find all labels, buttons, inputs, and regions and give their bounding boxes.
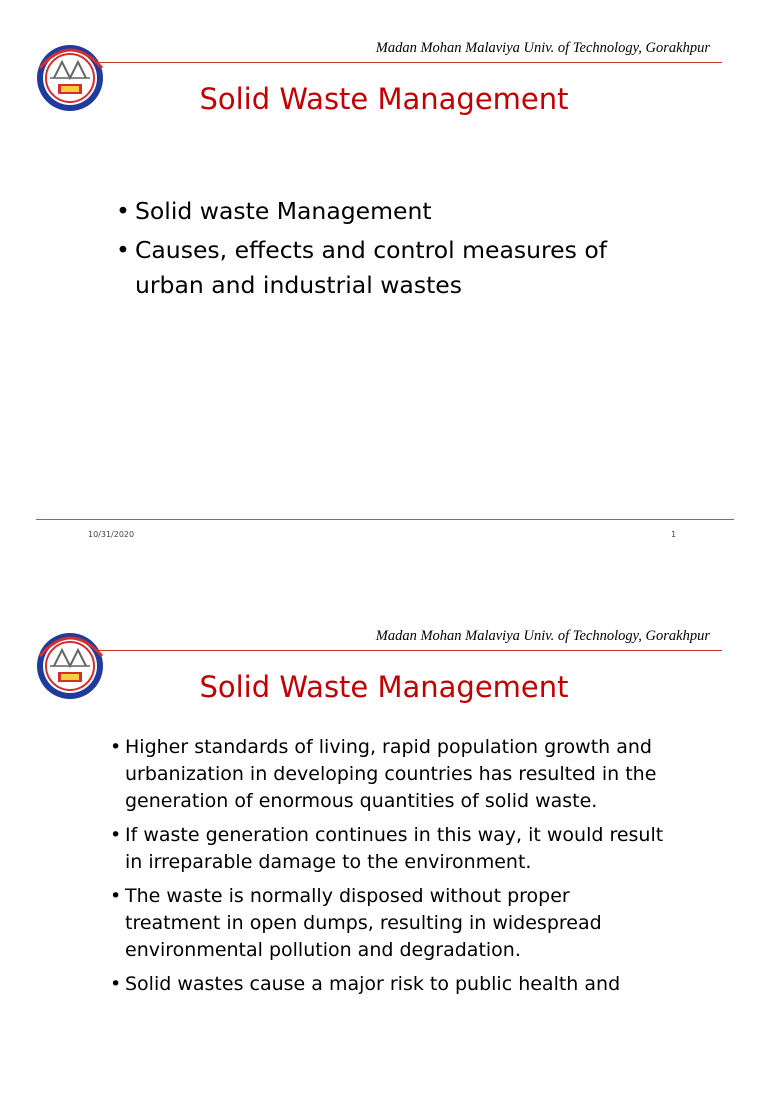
bullet-text: Causes, effects and control measures of urban and industrial wastes [135, 236, 608, 299]
bullet-list [116, 194, 676, 307]
slide-title: Solid Waste Management [199, 82, 569, 116]
bullet-item [116, 233, 676, 303]
slide-2 [0, 588, 768, 1100]
bullet-text: If waste generation continues in this way, it would result in irreparable damage to the environment. [125, 824, 664, 873]
bullet-icon: • [110, 736, 122, 758]
bullet-icon: • [110, 885, 122, 907]
slide-1 [0, 0, 768, 539]
bullet-icon: • [110, 973, 122, 995]
bullet-item [110, 971, 670, 998]
slide-title: Solid Waste Management [199, 670, 569, 704]
bullet-item [110, 822, 670, 876]
bullet-text: The waste is normally disposed without proper treatment in open dumps, resulting in widespread environmental pollution and degradation. [125, 885, 602, 961]
bullet-icon: • [116, 197, 130, 225]
footer-date: 10/31/2020 [88, 530, 135, 539]
header-divider [98, 62, 722, 63]
bullet-item [110, 883, 670, 964]
bullet-item [116, 194, 676, 229]
bullet-icon: • [110, 824, 122, 846]
bullet-icon: • [116, 236, 130, 264]
university-header: Madan Mohan Malaviya Univ. of Technology, Gorakhpur [375, 628, 710, 644]
page-number: 1 [671, 530, 677, 539]
bullet-item [110, 734, 670, 815]
footer-divider [36, 519, 734, 520]
bullet-text: Solid wastes cause a major risk to public health and [125, 973, 621, 995]
bullet-list [110, 734, 670, 1005]
bullet-text: Higher standards of living, rapid population growth and urbanization in developing countries has resulted in the generation of enormous quantities of solid waste. [125, 736, 657, 812]
bullet-text: Solid waste Management [135, 197, 432, 225]
university-header: Madan Mohan Malaviya Univ. of Technology, Gorakhpur [375, 40, 710, 56]
header-divider [98, 650, 722, 651]
